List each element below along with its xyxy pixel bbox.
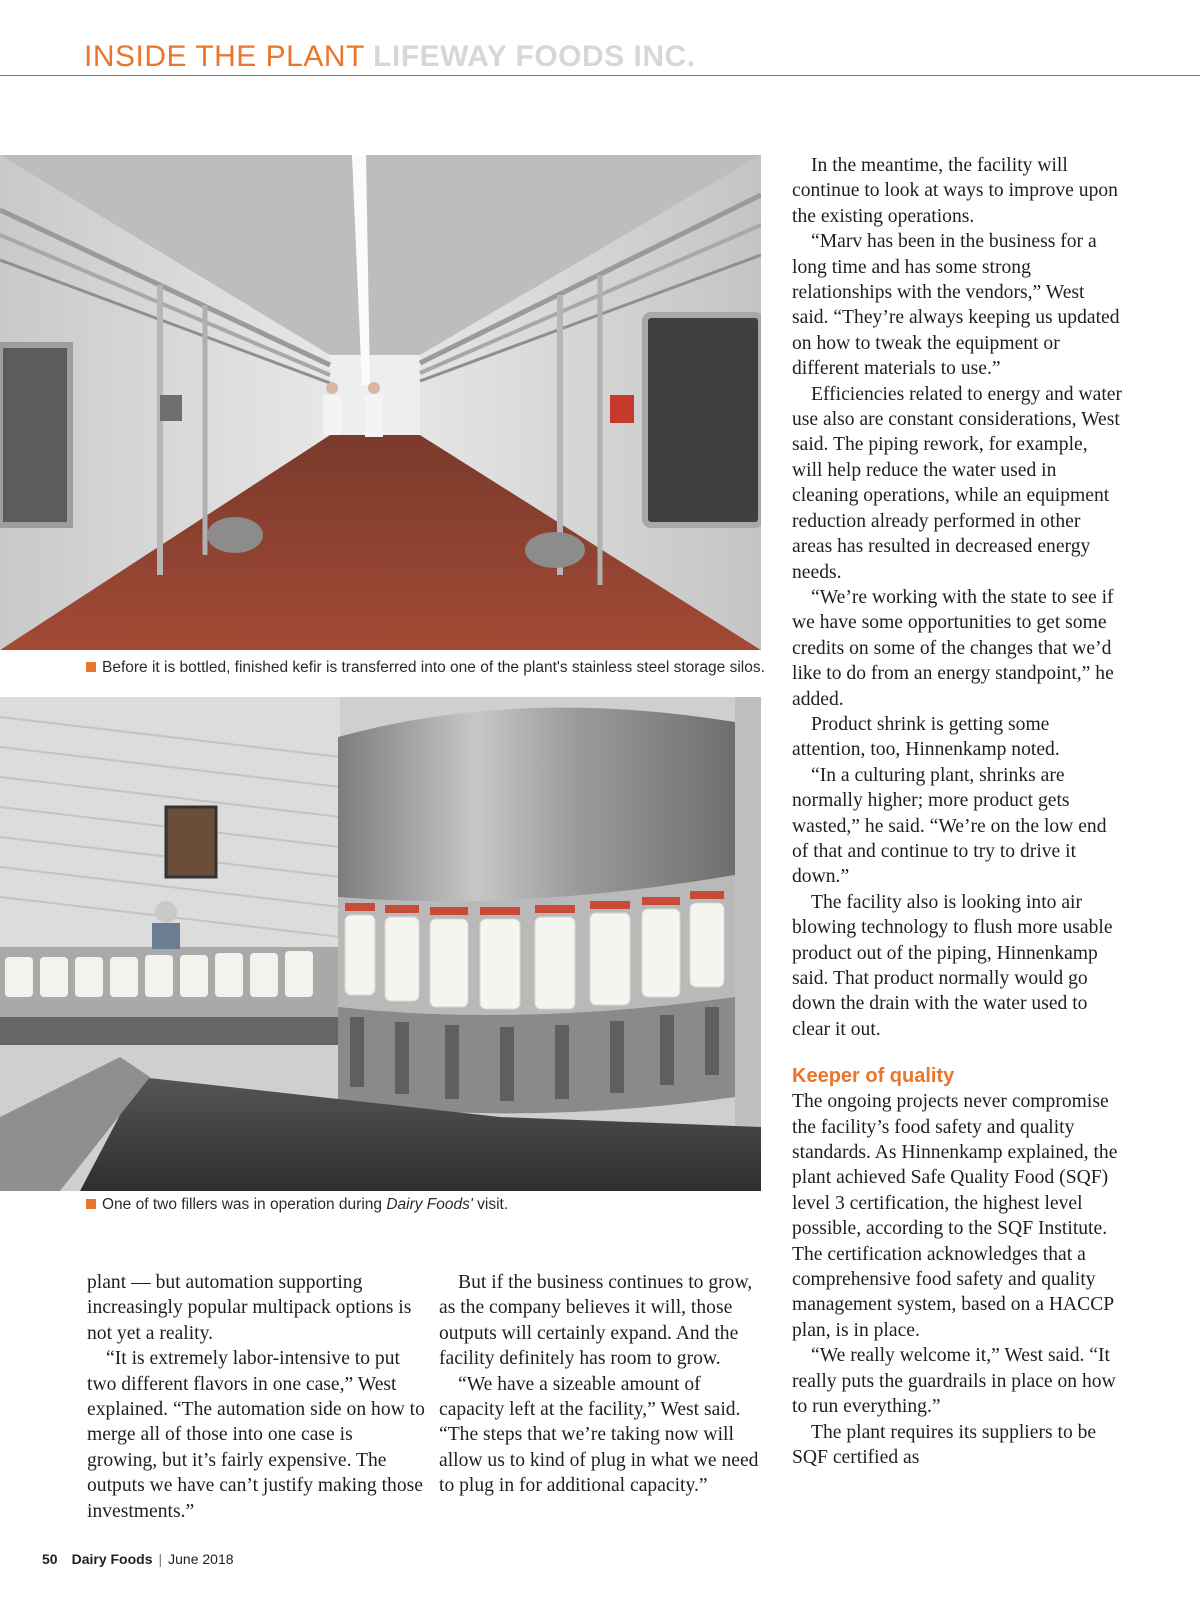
paragraph: plant — but automation supporting increasingly popular multipack options is not yet a reality. bbox=[87, 1272, 412, 1344]
paragraph: Efficiencies related to energy and water use also are constant considerations, West said. The piping rework, for example, will help reduce the water used in cleaning operations, while an equipment reduction already performed in other areas has resulted in decreased energy needs. bbox=[792, 383, 1122, 583]
article-column-right bbox=[792, 153, 1122, 1470]
paragraph: The facility also is looking into air blowing technology to flush more usable product out of the piping, Hinnenkamp said. That product normally would go down the drain with the water used to clear it out. bbox=[792, 891, 1113, 1040]
filler-photo-caption bbox=[86, 1195, 508, 1215]
header-rule bbox=[0, 75, 1200, 76]
paragraph: The ongoing projects never compromise the facility’s food safety and quality standards. As Hinnenkamp explained, the plant achieved Safe Quality Food (SQF) level 3 certification, the highest level possible, according to the SQF Institute. The certification acknowledges that a comprehensive food safety and quality management system, based on a HACCP plan, is in place. bbox=[792, 1091, 1118, 1341]
paragraph: In the meantime, the facility will continue to look at ways to improve upon the existing operations. bbox=[792, 155, 1118, 227]
paragraph: The plant requires its suppliers to be SQF certified as bbox=[792, 1421, 1097, 1468]
filler-machine-illustration bbox=[0, 697, 761, 1191]
paragraph: Product shrink is getting some attention, too, Hinnenkamp noted. bbox=[792, 713, 1060, 761]
section-subhead: Keeper of quality bbox=[792, 1065, 955, 1088]
publication-name: Dairy Foods bbox=[71, 1551, 153, 1567]
caption-bullet bbox=[86, 662, 96, 672]
filler-caption-after: visit. bbox=[472, 1196, 509, 1213]
paragraph: “We have a sizeable amount of capacity left at the facility,” West said. “The steps that we’re taking now will allow us to kind of plug in what we need to plug in for additional capacity.” bbox=[439, 1373, 759, 1497]
filler-machine-photo bbox=[0, 697, 761, 1191]
section-title: INSIDE THE PLANT bbox=[84, 40, 365, 73]
paragraph: “We’re working with the state to see if we have some opportunities to get some credits on some of the changes that we’d like to do from an energy standpoint,” he added. bbox=[792, 586, 1114, 710]
company-title: LIFEWAY FOODS INC. bbox=[373, 40, 696, 73]
paragraph: “It is extremely labor-intensive to put two different flavors in one case,” West explained. “The automation side on how to merge all of those into one case is growing, but it’s fairly expensive. The outputs we have can’t justify making those investments.” bbox=[87, 1348, 425, 1522]
silo-corridor-illustration bbox=[0, 155, 761, 650]
silo-photo-caption bbox=[86, 658, 765, 678]
silo-corridor-photo bbox=[0, 155, 761, 650]
silo-caption-text: Before it is bottled, finished kefir is transferred into one of the plant's stainless steel storage silos. bbox=[102, 659, 765, 676]
running-header bbox=[84, 42, 696, 72]
paragraph: But if the business continues to grow, as the company believes it will, those outputs will certainly expand. And the facility definitely has room to grow. bbox=[439, 1272, 753, 1370]
paragraph: “Marv has been in the business for a long time and has some strong relationships with the vendors,” West said. “They’re always keeping us updated on how to tweak the equipment or different materials to use.” bbox=[792, 231, 1120, 380]
filler-caption-publication: Dairy Foods' bbox=[386, 1196, 473, 1213]
paragraph: “We really welcome it,” West said. “It really puts the guardrails in place on how to run everything.” bbox=[792, 1345, 1116, 1418]
page-footer bbox=[42, 1551, 234, 1567]
filler-caption-before: One of two fillers was in operation during bbox=[102, 1196, 387, 1213]
article-column-middle bbox=[439, 1270, 769, 1499]
footer-separator: | bbox=[158, 1551, 163, 1567]
paragraph: “In a culturing plant, shrinks are normally higher; more product gets wasted,” he said. “We’re on the low end of that and continue to try to drive it down.” bbox=[792, 764, 1107, 888]
article-column-left bbox=[87, 1270, 427, 1524]
issue-date: June 2018 bbox=[168, 1551, 234, 1567]
page-number: 50 bbox=[42, 1551, 58, 1567]
caption-bullet bbox=[86, 1199, 96, 1209]
